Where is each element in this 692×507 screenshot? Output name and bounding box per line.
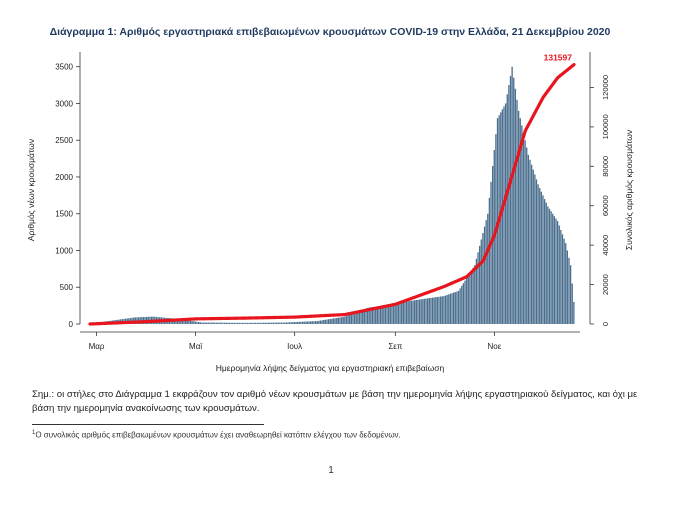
y-right-tick-label: 60000 <box>601 195 610 217</box>
daily-cases-bar <box>217 323 218 324</box>
daily-cases-bar <box>552 214 553 324</box>
daily-cases-bar <box>346 316 347 324</box>
daily-cases-bar <box>510 76 511 324</box>
daily-cases-bar <box>484 227 485 324</box>
x-axis-title: Ημερομηνία λήψης δείγματος για εργαστηριακή επιβεβαίωση <box>215 363 445 373</box>
daily-cases-bar <box>206 323 207 324</box>
daily-cases-bar <box>542 195 543 324</box>
daily-cases-bar <box>524 140 525 324</box>
daily-cases-bar <box>534 175 535 324</box>
daily-cases-bar <box>310 321 311 324</box>
daily-cases-bar <box>539 188 540 324</box>
daily-cases-bar <box>239 323 240 324</box>
daily-cases-bar <box>482 233 483 324</box>
daily-cases-bar <box>516 100 517 324</box>
daily-cases-bar <box>347 315 348 324</box>
daily-cases-bar <box>317 321 318 324</box>
footnote-text: Ο συνολικός αριθμός επιβεβαιωμένων κρουσμάτων έχει αναθεωρηθεί κατόπιν ελέγχου των δεδομένων. <box>35 430 401 440</box>
daily-cases-bar <box>190 321 191 324</box>
daily-cases-bar <box>312 321 313 324</box>
daily-cases-bar <box>253 323 254 324</box>
daily-cases-bar <box>305 322 306 324</box>
daily-cases-bar <box>282 323 283 324</box>
daily-cases-bar <box>481 239 482 324</box>
daily-cases-bar <box>326 320 327 324</box>
daily-cases-bar <box>456 291 457 324</box>
daily-cases-bar <box>209 323 210 324</box>
daily-cases-bar <box>245 323 246 324</box>
daily-cases-bar <box>422 299 423 324</box>
daily-cases-bar <box>323 320 324 324</box>
total-cases-annotation: 131597 <box>543 52 572 63</box>
daily-cases-bar <box>477 252 478 324</box>
daily-cases-bar <box>505 103 506 324</box>
daily-cases-bar <box>208 323 209 324</box>
daily-cases-bar <box>396 303 397 324</box>
daily-cases-bar <box>461 286 462 324</box>
daily-cases-bar <box>549 209 550 324</box>
y-left-axis-title: Αριθμός νέων κρουσμάτων <box>26 138 36 242</box>
daily-cases-bar <box>438 297 439 324</box>
daily-cases-bar <box>338 318 339 324</box>
daily-cases-bar <box>434 297 435 324</box>
daily-cases-bar <box>440 297 441 324</box>
daily-cases-bar <box>336 318 337 324</box>
daily-cases-bar <box>563 239 564 324</box>
daily-cases-bar <box>216 323 217 324</box>
y-right-tick-label: 20000 <box>601 274 610 296</box>
daily-cases-bar <box>260 323 261 324</box>
daily-cases-bar <box>256 323 257 324</box>
daily-cases-bar <box>255 323 256 324</box>
daily-cases-bar <box>289 322 290 324</box>
y-right-tick-label: 40000 <box>601 234 610 256</box>
daily-cases-bar <box>232 323 233 324</box>
daily-cases-bar <box>570 265 571 324</box>
daily-cases-bar <box>339 317 340 324</box>
daily-cases-bar <box>356 312 357 324</box>
daily-cases-bar <box>406 302 407 324</box>
daily-cases-bar <box>562 234 563 324</box>
y-left-tick-label: 1500 <box>55 209 73 219</box>
daily-cases-bar <box>279 323 280 324</box>
y-left-tick-label: 500 <box>59 283 73 293</box>
daily-cases-bar <box>261 323 262 324</box>
daily-cases-bar <box>205 323 206 324</box>
daily-cases-bar <box>536 179 537 324</box>
x-tick-label: Νοε <box>487 342 502 351</box>
daily-cases-bar <box>479 246 480 324</box>
y-left-tick-label: 2500 <box>55 136 73 146</box>
daily-cases-bar <box>450 294 451 324</box>
y-right-tick-label: 0 <box>601 321 610 327</box>
daily-cases-bar <box>343 317 344 324</box>
daily-cases-bar <box>557 221 558 324</box>
daily-cases-bar <box>221 323 222 324</box>
daily-cases-bar <box>408 301 409 324</box>
daily-cases-bar <box>211 323 212 324</box>
daily-cases-bar <box>455 292 456 324</box>
daily-cases-bar <box>351 314 352 324</box>
daily-cases-bar <box>419 300 420 324</box>
daily-cases-bar <box>294 322 295 324</box>
daily-cases-bar <box>474 265 475 324</box>
daily-cases-bar <box>248 323 249 324</box>
daily-cases-bar <box>354 313 355 324</box>
daily-cases-bar <box>230 323 231 324</box>
daily-cases-bar <box>511 67 512 324</box>
daily-cases-bar <box>573 302 574 324</box>
daily-cases-bar <box>435 297 436 324</box>
footnote <box>32 430 662 440</box>
daily-cases-bar <box>214 323 215 324</box>
daily-cases-bar <box>195 322 196 324</box>
chart-title: Διάγραμμα 1: Αριθμός εργαστηριακά επιβεβαιωμένων κρουσμάτων COVID-19 στην Ελλάδα, 21 Δεκεμβρίου 2020 <box>49 26 611 38</box>
daily-cases-bar <box>513 78 514 324</box>
daily-cases-bar <box>425 299 426 324</box>
daily-cases-bar <box>213 323 214 324</box>
daily-cases-bar <box>559 225 560 324</box>
daily-cases-bar <box>411 301 412 324</box>
daily-cases-bar <box>445 295 446 324</box>
daily-cases-bar <box>568 258 569 324</box>
axes <box>76 52 594 336</box>
footnote-divider <box>32 424 264 425</box>
daily-cases-bar <box>284 323 285 324</box>
daily-cases-bar <box>399 303 400 324</box>
daily-cases-bar <box>523 133 524 324</box>
daily-cases-bar <box>274 323 275 324</box>
daily-cases-bar <box>247 323 248 324</box>
daily-cases-bar <box>451 293 452 324</box>
daily-cases-bar <box>572 284 573 324</box>
daily-cases-bar <box>401 302 402 324</box>
page-number: 1 <box>328 465 334 476</box>
daily-cases-bar <box>250 323 251 324</box>
daily-cases-bar <box>393 304 394 324</box>
daily-cases-bar <box>409 301 410 324</box>
daily-cases-bar <box>291 322 292 324</box>
daily-cases-bar <box>528 155 529 324</box>
daily-cases-bar <box>529 160 530 324</box>
daily-cases-bar <box>430 298 431 324</box>
daily-cases-bar <box>447 295 448 324</box>
daily-cases-bar <box>229 323 230 324</box>
daily-cases-bar <box>287 322 288 324</box>
daily-cases-bars <box>89 67 574 324</box>
daily-cases-bar <box>526 148 527 324</box>
daily-cases-bar <box>565 243 566 324</box>
daily-cases-bar <box>315 321 316 324</box>
daily-cases-bar <box>308 321 309 324</box>
daily-cases-bar <box>192 321 193 324</box>
daily-cases-bar <box>234 323 235 324</box>
daily-cases-bar <box>533 170 534 324</box>
daily-cases-bar <box>219 323 220 324</box>
chart-note: Σημ.: οι στήλες στο Διάγραμμα 1 εκφράζουν τον αριθμό νέων κρουσμάτων με βάση την ημερομηνία λήψης εργαστηριακού δείγματος, και όχι με βάση την ημερομηνία ανακοίνωσης των κρουσμάτων. <box>32 389 638 414</box>
daily-cases-bar <box>421 299 422 324</box>
y-right-tick-label: 100000 <box>601 114 610 140</box>
daily-cases-bar <box>531 165 532 324</box>
daily-cases-bar <box>489 198 490 324</box>
daily-cases-bar <box>472 268 473 324</box>
daily-cases-bar <box>198 322 199 324</box>
daily-cases-bar <box>297 322 298 324</box>
daily-cases-bar <box>518 111 519 324</box>
daily-cases-bar <box>515 89 516 324</box>
daily-cases-bar <box>469 273 470 324</box>
daily-cases-bar <box>321 320 322 324</box>
daily-cases-bar <box>240 323 241 324</box>
daily-cases-bar <box>560 230 561 324</box>
daily-cases-bar <box>295 322 296 324</box>
daily-cases-bar <box>243 323 244 324</box>
daily-cases-bar <box>276 323 277 324</box>
daily-cases-bar <box>492 166 493 324</box>
daily-cases-bar <box>502 109 503 324</box>
daily-cases-bar <box>537 184 538 324</box>
daily-cases-bar <box>203 323 204 324</box>
daily-cases-bar <box>391 304 392 324</box>
x-tick-label: Ιουλ <box>287 342 303 351</box>
y-right-tick-label: 80000 <box>601 155 610 177</box>
daily-cases-bar <box>468 275 469 324</box>
daily-cases-bar <box>508 85 509 324</box>
daily-cases-bar <box>412 301 413 324</box>
daily-cases-bar <box>281 323 282 324</box>
daily-cases-bar <box>235 323 236 324</box>
y-left-tick-label: 3000 <box>55 99 73 109</box>
daily-cases-bar <box>544 199 545 324</box>
daily-cases-bar <box>443 296 444 324</box>
daily-cases-bar <box>521 126 522 324</box>
daily-cases-bar <box>328 319 329 324</box>
daily-cases-bar <box>432 298 433 324</box>
daily-cases-bar <box>395 303 396 324</box>
daily-cases-bar <box>567 250 568 324</box>
daily-cases-bar <box>320 321 321 324</box>
daily-cases-bar <box>302 322 303 324</box>
x-tick-label: Μαϊ <box>189 342 203 351</box>
daily-cases-bar <box>333 318 334 324</box>
daily-cases-bar <box>466 278 467 324</box>
daily-cases-bar <box>325 320 326 324</box>
daily-cases-bar <box>242 323 243 324</box>
daily-cases-bar <box>503 106 504 324</box>
daily-cases-bar <box>442 296 443 324</box>
daily-cases-bar <box>414 300 415 324</box>
daily-cases-bar <box>388 304 389 324</box>
daily-cases-bar <box>278 323 279 324</box>
daily-cases-bar <box>313 321 314 324</box>
daily-cases-bar <box>222 323 223 324</box>
daily-cases-bar <box>304 322 305 324</box>
daily-cases-bar <box>263 323 264 324</box>
daily-cases-bar <box>268 323 269 324</box>
y-left-tick-label: 2000 <box>55 172 73 182</box>
daily-cases-bar <box>330 319 331 324</box>
daily-cases-bar <box>403 302 404 324</box>
daily-cases-bar <box>463 283 464 324</box>
daily-cases-bar <box>404 302 405 324</box>
footnote-marker: 1 <box>32 430 36 436</box>
y-right-axis-title: Συνολικός αριθμός κρουσμάτων <box>624 129 634 251</box>
daily-cases-bar <box>318 321 319 324</box>
daily-cases-bar <box>458 291 459 324</box>
daily-cases-bar <box>547 206 548 324</box>
daily-cases-bar <box>258 323 259 324</box>
daily-cases-bar <box>541 192 542 324</box>
daily-cases-bar <box>459 288 460 324</box>
daily-cases-bar <box>200 322 201 324</box>
daily-cases-bar <box>349 315 350 324</box>
daily-cases-bar <box>416 300 417 324</box>
daily-cases-bar <box>546 203 547 324</box>
x-tick-label: Μαρ <box>88 342 105 351</box>
daily-cases-bar <box>331 319 332 324</box>
daily-cases-bar <box>188 321 189 324</box>
daily-cases-bar <box>555 219 556 324</box>
daily-cases-bar <box>487 214 488 324</box>
daily-cases-bar <box>453 293 454 324</box>
y-left-tick-label: 1000 <box>55 246 73 256</box>
daily-cases-bar <box>390 304 391 324</box>
y-left-tick-label: 0 <box>68 320 73 329</box>
daily-cases-bar <box>292 322 293 324</box>
daily-cases-bar <box>464 281 465 324</box>
y-right-tick-label: 120000 <box>601 74 610 100</box>
daily-cases-bar <box>344 317 345 324</box>
daily-cases-bar <box>193 321 194 324</box>
daily-cases-bar <box>554 216 555 324</box>
daily-cases-bar <box>341 317 342 324</box>
daily-cases-bar <box>227 323 228 324</box>
daily-cases-bar <box>352 313 353 324</box>
daily-cases-bar <box>252 323 253 324</box>
daily-cases-bar <box>299 322 300 324</box>
daily-cases-bar <box>265 323 266 324</box>
daily-cases-bar <box>224 323 225 324</box>
daily-cases-bar <box>507 94 508 324</box>
daily-cases-bar <box>427 298 428 324</box>
daily-cases-bar <box>424 299 425 324</box>
y-left-tick-label: 3500 <box>55 62 73 72</box>
daily-cases-bar <box>300 322 301 324</box>
daily-cases-bar <box>286 322 287 324</box>
daily-cases-bar <box>448 294 449 324</box>
daily-cases-bar <box>269 323 270 324</box>
daily-cases-bar <box>266 323 267 324</box>
daily-cases-bar <box>471 270 472 324</box>
daily-cases-bar <box>490 182 491 324</box>
daily-cases-bar <box>237 323 238 324</box>
daily-cases-bar <box>398 303 399 324</box>
daily-cases-bar <box>271 323 272 324</box>
daily-cases-bar <box>307 322 308 324</box>
daily-cases-bar <box>550 211 551 324</box>
daily-cases-bar <box>226 323 227 324</box>
daily-cases-bar <box>334 318 335 324</box>
daily-cases-bar <box>417 300 418 324</box>
daily-cases-bar <box>196 322 197 324</box>
x-tick-label: Σεπ <box>388 342 403 351</box>
daily-cases-bar <box>437 297 438 324</box>
daily-cases-bar <box>201 323 202 324</box>
daily-cases-bar <box>273 323 274 324</box>
daily-cases-bar <box>429 298 430 324</box>
daily-cases-bar <box>485 220 486 324</box>
